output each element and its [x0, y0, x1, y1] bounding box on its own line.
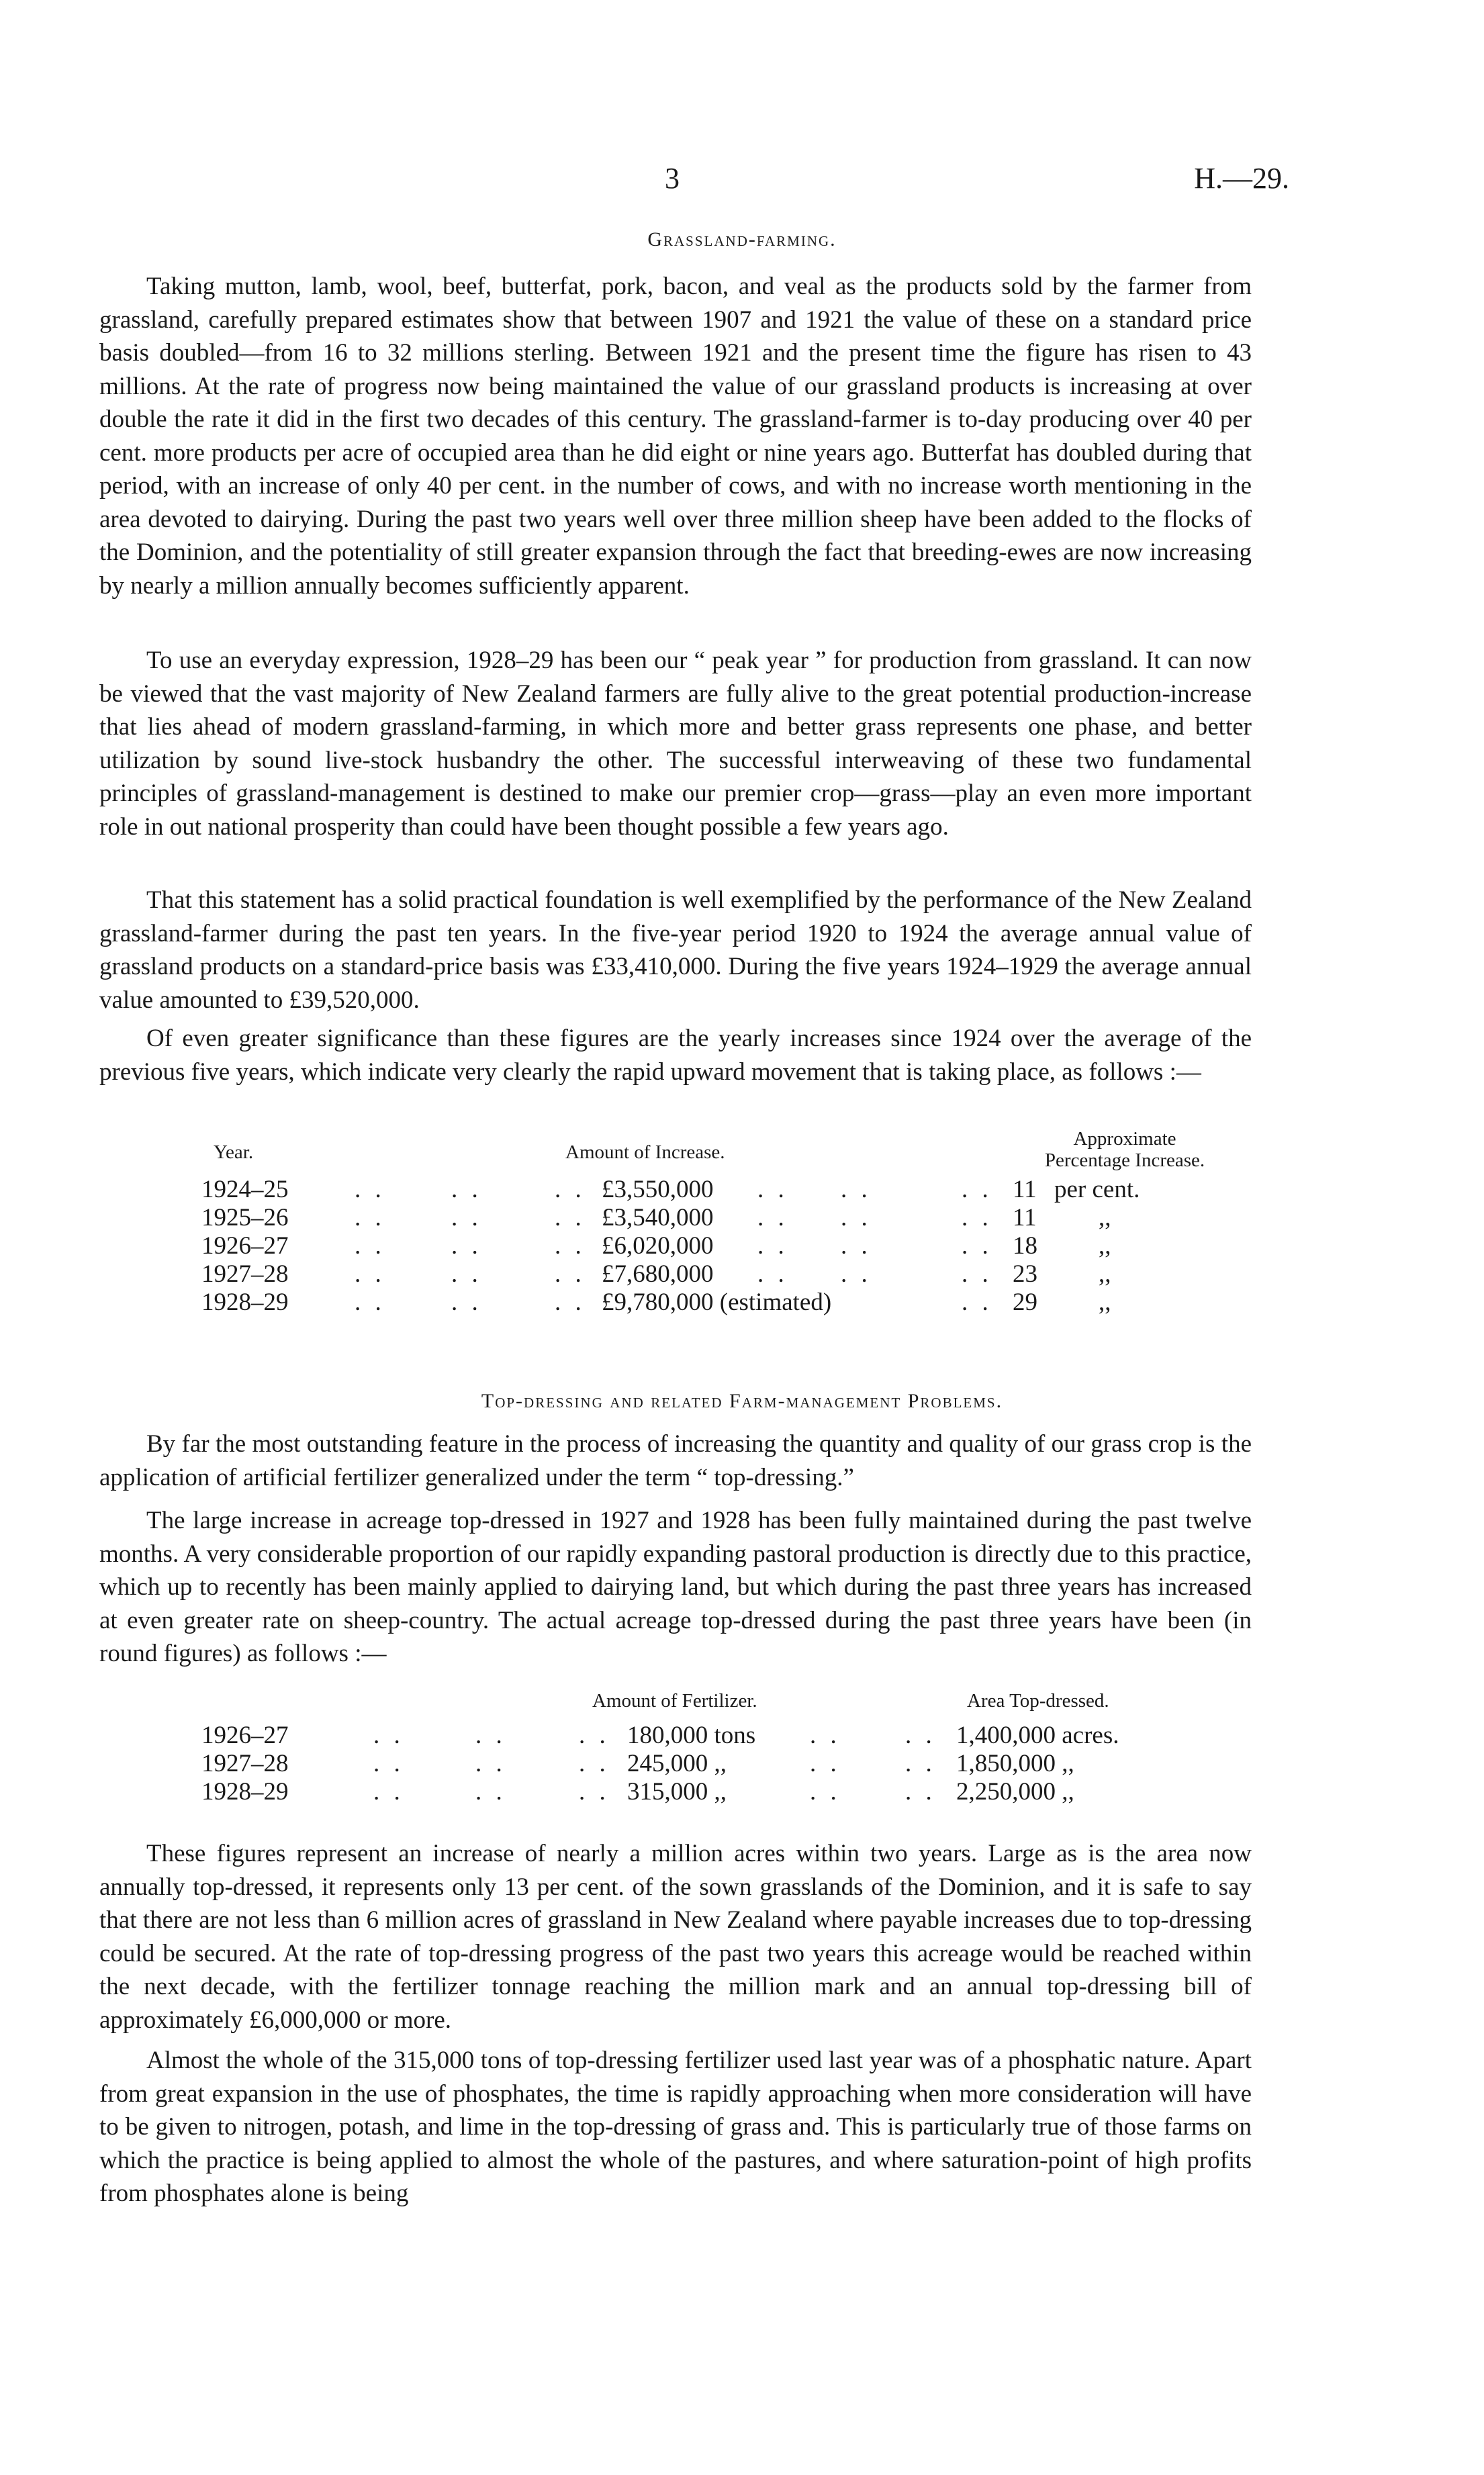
report-reference: H.—29.	[1194, 162, 1289, 195]
paragraph: That this statement has a solid practical foundation is well exemplified by the performance of the New Zealand grassland-farmer during the past ten years. In the five-year period 1920 to 1924 the average annual value of grassland products on a standard-price basis was £33,410,000. During the five years 1924–1929 the average annual value amounted to £39,520,000.	[99, 886, 1252, 1014]
column-header-pct-line2: Percentage Increase.	[1044, 1150, 1205, 1171]
paragraph: To use an everyday expression, 1928–29 has been our “ peak year ” for production from grassland. It can now be viewed that the vast majority of New Zealand farmers are fully alive to the great potential production-increase that lies ahead of modern grassland-farming, in which more and better grass represents one phase, and better utilization by sound live-stock husbandry the other. The successful interweaving of these two fundamental principles of grassland-management is destined to make our premier crop—grass—play an even more important role in out national prosperity than could have been thought possible a few years ago.	[99, 647, 1252, 841]
column-header-year: Year.	[214, 1141, 254, 1163]
column-header-fertilizer: Amount of Fertilizer.	[592, 1690, 757, 1712]
section-heading-grassland: Grassland-farming.	[647, 228, 837, 250]
row-percentage: 11	[1013, 1176, 1037, 1203]
row-year: 1925–26	[201, 1204, 289, 1231]
row-unit: ,,	[1099, 1260, 1111, 1288]
leader-dots: . .	[962, 1260, 992, 1288]
table-row	[0, 1777, 1484, 1807]
row-percentage: 11	[1013, 1204, 1037, 1231]
leader-dots: . .	[962, 1232, 992, 1260]
leader-dots: . .	[355, 1232, 385, 1260]
leader-dots: . .	[355, 1176, 385, 1203]
paragraph: By far the most outstanding feature in the process of increasing the quantity and quality of our grass crop is the application of artificial fertilizer generalized under the term “ top-dressing.”	[99, 1430, 1252, 1491]
leader-dots: . .	[841, 1176, 872, 1203]
leader-dots: . .	[355, 1289, 385, 1316]
paragraph: The large increase in acreage top-dressed in 1927 and 1928 has been fully maintained during the past twelve months. A very considerable proportion of our rapidly expanding pastoral production is directly due to this practice, which up to recently has been mainly applied to dairying land, but which during the past three years has increased at even greater rate on sheep-country. The actual acreage top-dressed during the past three years have been (in round figures) as follows :—	[99, 1507, 1252, 1667]
leader-dots: . .	[757, 1260, 788, 1288]
leader-dots: . .	[810, 1750, 841, 1777]
table-row	[0, 1203, 1484, 1233]
row-fertilizer: 180,000 tons	[627, 1722, 756, 1749]
table-row	[0, 1749, 1484, 1779]
leader-dots: . .	[757, 1232, 788, 1260]
row-amount: £9,780,000 (estimated)	[602, 1289, 832, 1316]
row-amount: £7,680,000	[602, 1260, 714, 1288]
row-amount: £6,020,000	[602, 1232, 714, 1260]
leader-dots: . .	[905, 1778, 936, 1806]
row-fertilizer: 315,000 ,,	[627, 1778, 727, 1806]
leader-dots: . .	[810, 1722, 841, 1749]
page-number: 3	[665, 162, 680, 195]
row-year: 1927–28	[201, 1260, 289, 1288]
leader-dots: . .	[355, 1204, 385, 1231]
table-row	[0, 1721, 1484, 1750]
row-area: 1,850,000 ,,	[956, 1750, 1074, 1777]
leader-dots: . .	[579, 1778, 610, 1806]
leader-dots: . .	[555, 1204, 586, 1231]
leader-dots: . .	[373, 1722, 404, 1749]
table-row	[0, 1288, 1484, 1317]
row-unit: per cent.	[1054, 1176, 1140, 1203]
leader-dots: . .	[579, 1750, 610, 1777]
leader-dots: . .	[757, 1204, 788, 1231]
column-header-area: Area Top-dressed.	[967, 1690, 1109, 1712]
column-header-pct-line1: Approximate	[1073, 1128, 1176, 1150]
row-fertilizer: 245,000 ,,	[627, 1750, 727, 1777]
leader-dots: . .	[451, 1176, 482, 1203]
table-row	[0, 1231, 1484, 1261]
leader-dots: . .	[475, 1722, 506, 1749]
row-year: 1924–25	[201, 1176, 289, 1203]
leader-dots: . .	[451, 1232, 482, 1260]
leader-dots: . .	[841, 1204, 872, 1231]
row-percentage: 18	[1013, 1232, 1037, 1260]
row-percentage: 23	[1013, 1260, 1037, 1288]
column-header-amount: Amount of Increase.	[565, 1141, 725, 1163]
leader-dots: . .	[905, 1750, 936, 1777]
leader-dots: . .	[962, 1176, 992, 1203]
row-year: 1927–28	[201, 1750, 289, 1777]
leader-dots: . .	[451, 1289, 482, 1316]
row-unit: ,,	[1099, 1204, 1111, 1231]
leader-dots: . .	[810, 1778, 841, 1806]
leader-dots: . .	[555, 1232, 586, 1260]
leader-dots: . .	[373, 1750, 404, 1777]
leader-dots: . .	[962, 1289, 992, 1316]
section-heading-top-dressing: Top-dressing and related Farm-management Problems.	[481, 1390, 1003, 1412]
row-percentage: 29	[1013, 1289, 1037, 1316]
row-area: 1,400,000 acres.	[956, 1722, 1119, 1749]
leader-dots: . .	[579, 1722, 610, 1749]
paragraph: Almost the whole of the 315,000 tons of top-dressing fertilizer used last year was of a phosphatic nature. Apart from great expansion in the use of phosphates, the time is rapidly approaching when more consideration will have to be given to nitrogen, potash, and lime in the top-dressing of grass and. This is particularly true of those farms on which the practice is being applied to almost the whole of the pastures, and where saturation-point of high profits from phosphates alone is being	[99, 2047, 1252, 2207]
row-amount: £3,550,000	[602, 1176, 714, 1203]
row-area: 2,250,000 ,,	[956, 1778, 1074, 1806]
row-unit: ,,	[1099, 1232, 1111, 1260]
leader-dots: . .	[905, 1722, 936, 1749]
leader-dots: . .	[373, 1778, 404, 1806]
row-year: 1926–27	[201, 1722, 289, 1749]
table-row	[0, 1260, 1484, 1289]
leader-dots: . .	[555, 1289, 586, 1316]
row-year: 1928–29	[201, 1289, 289, 1316]
leader-dots: . .	[841, 1232, 872, 1260]
leader-dots: . .	[475, 1750, 506, 1777]
leader-dots: . .	[451, 1204, 482, 1231]
leader-dots: . .	[475, 1778, 506, 1806]
table-row	[0, 1175, 1484, 1205]
leader-dots: . .	[451, 1260, 482, 1288]
paragraph: These figures represent an increase of nearly a million acres within two years. Large as is the area now annually top-dressed, it represents only 13 per cent. of the sown grasslands of the Dominion, and it is safe to say that there are not less than 6 million acres of grassland in New Zealand where payable increases due to top-dressing could be secured. At the rate of top-dressing progress of the past two years this acreage would be reached within the next decade, with the fertilizer tonnage reaching the million mark and an annual top-dressing bill of approximately £6,000,000 or more.	[99, 1840, 1252, 2034]
leader-dots: . .	[962, 1204, 992, 1231]
row-year: 1926–27	[201, 1232, 289, 1260]
row-amount: £3,540,000	[602, 1204, 714, 1231]
leader-dots: . .	[555, 1176, 586, 1203]
leader-dots: . .	[757, 1176, 788, 1203]
row-year: 1928–29	[201, 1778, 289, 1806]
leader-dots: . .	[555, 1260, 586, 1288]
leader-dots: . .	[355, 1260, 385, 1288]
paragraph: Of even greater significance than these figures are the yearly increases since 1924 over the average of the previous five years, which indicate very clearly the rapid upward movement that is taking place, as follows :—	[99, 1025, 1252, 1086]
leader-dots: . .	[841, 1260, 872, 1288]
paragraph: Taking mutton, lamb, wool, beef, butterfat, pork, bacon, and veal as the products sold by the farmer from grassland, carefully prepared estimates show that between 1907 and 1921 the value of these on a standard price basis doubled—from 16 to 32 millions sterling. Between 1921 and the present time the figure has risen to 43 millions. At the rate of progress now being maintained the value of our grassland products is increasing at over double the rate it did in the first two decades of this century. The grassland-farmer is to-day producing over 40 per cent. more products per acre of occupied area than he did eight or nine years ago. Butterfat has doubled during that period, with an increase of only 40 per cent. in the number of cows, and with no increase worth mentioning in the area devoted to dairying. During the past two years well over three million sheep have been added to the flocks of the Dominion, and the potentiality of still greater expansion through the fact that breeding-ewes are now increasing by nearly a million annually becomes sufficiently apparent.	[99, 273, 1252, 600]
row-unit: ,,	[1099, 1289, 1111, 1316]
